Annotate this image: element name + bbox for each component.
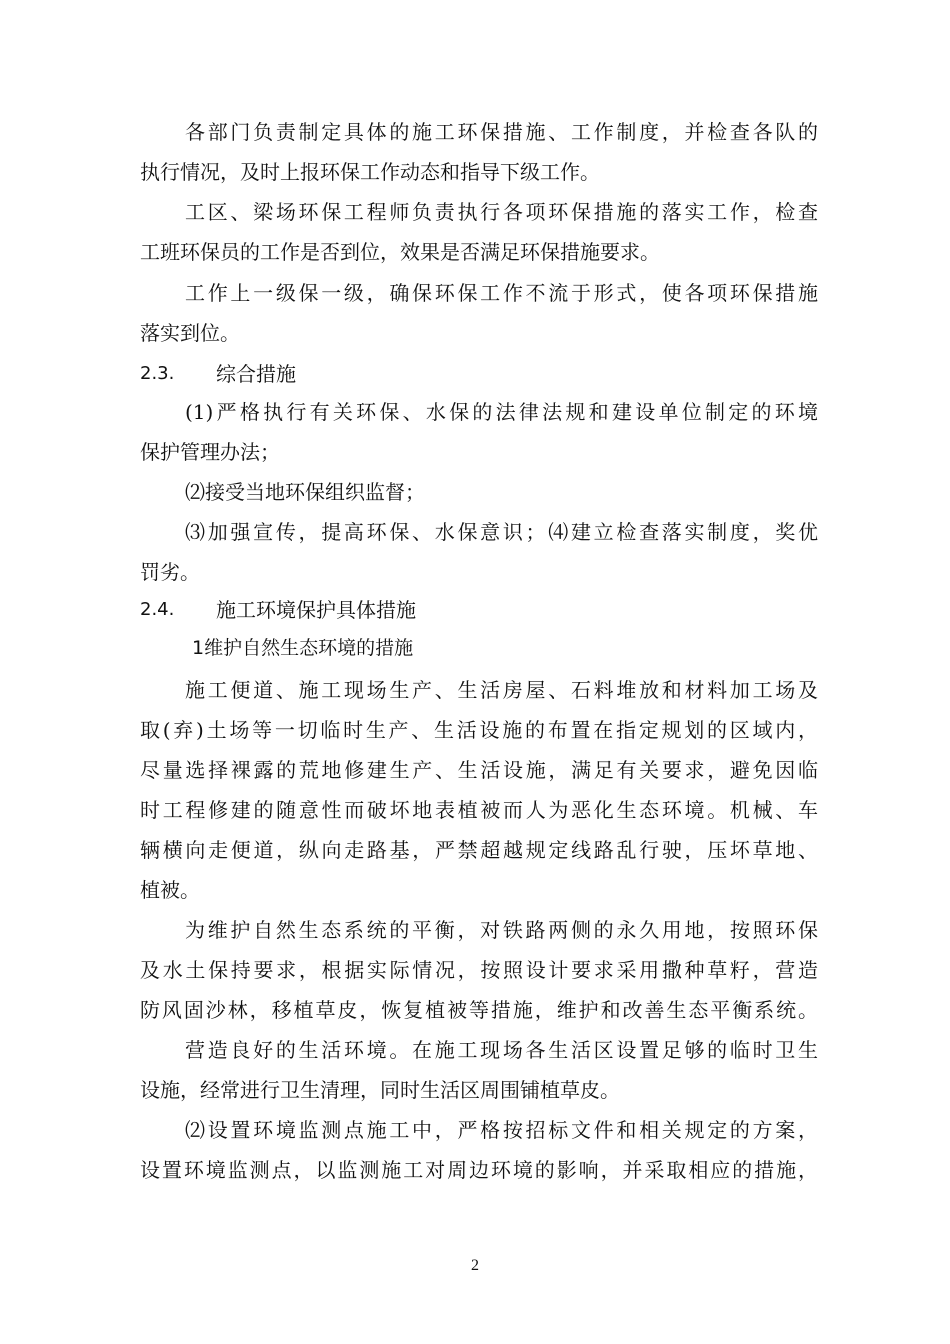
ecology-paragraph-line-3: 尽量选择裸露的荒地修建生产、生活设施，满足有关要求，避免因临 <box>140 758 818 782</box>
section-2-4-number: 2.4. <box>140 599 175 620</box>
paragraph-3-line-1: 工作上一级保一级，确保环保工作不流于形式，使各项环保措施 <box>185 281 818 305</box>
balance-paragraph-line-1: 为维护自然生态系统的平衡，对铁路两侧的永久用地，按照环保 <box>185 918 818 942</box>
section-2-4-title: 施工环境保护具体措施 <box>216 598 416 622</box>
ecology-paragraph-line-2: 取(弃)土场等一切临时生产、生活设施的布置在指定规划的区域内， <box>140 718 818 742</box>
paragraph-1-line-1: 各部门负责制定具体的施工环保措施、工作制度，并检查各队的 <box>185 120 818 144</box>
balance-paragraph-line-3: 防风固沙林，移植草皮，恢复植被等措施，维护和改善生态平衡系统。 <box>140 998 818 1022</box>
measure-2: ⑵接受当地环保组织监督； <box>185 480 425 504</box>
monitoring-paragraph-line-1: ⑵设置环境监测点施工中，严格按招标文件和相关规定的方案， <box>185 1118 818 1142</box>
paragraph-1-line-2: 执行情况，及时上报环保工作动态和指导下级工作。 <box>140 160 600 184</box>
measure-3-line-1: ⑶加强宣传，提高环保、水保意识；⑷建立检查落实制度，奖优 <box>185 520 818 544</box>
ecology-paragraph-line-1: 施工便道、施工现场生产、生活房屋、石料堆放和材料加工场及 <box>185 678 818 702</box>
measure-1-line-2: 保护管理办法； <box>140 440 280 464</box>
monitoring-paragraph-line-2: 设置环境监测点，以监测施工对周边环境的影响，并采取相应的措施， <box>140 1158 818 1182</box>
measure-1-line-1: (1)严格执行有关环保、水保的法律法规和建设单位制定的环境 <box>185 400 818 424</box>
paragraph-2-line-1: 工区、梁场环保工程师负责执行各项环保措施的落实工作，检查 <box>185 200 818 224</box>
balance-paragraph-line-2: 及水土保持要求，根据实际情况，按照设计要求采用撒种草籽，营造 <box>140 958 818 982</box>
section-2-3-title: 综合措施 <box>216 362 296 386</box>
ecology-paragraph-line-5: 辆横向走便道，纵向走路基，严禁超越规定线路乱行驶，压坏草地、 <box>140 838 818 862</box>
subsection-title: 1维护自然生态环境的措施 <box>192 637 414 659</box>
living-paragraph-line-1: 营造良好的生活环境。在施工现场各生活区设置足够的临时卫生 <box>185 1038 818 1062</box>
measure-3-line-2: 罚劣。 <box>140 560 200 584</box>
paragraph-2-line-2: 工班环保员的工作是否到位，效果是否满足环保措施要求。 <box>140 240 660 264</box>
section-2-3-number: 2.3. <box>140 363 175 384</box>
ecology-paragraph-line-4: 时工程修建的随意性而破坏地表植被而人为恶化生态环境。机械、车 <box>140 798 818 822</box>
page-number: 2 <box>471 1257 479 1274</box>
ecology-paragraph-line-6: 植被。 <box>140 878 200 902</box>
living-paragraph-line-2: 设施，经常进行卫生清理，同时生活区周围铺植草皮。 <box>140 1078 620 1102</box>
paragraph-3-line-2: 落实到位。 <box>140 321 240 345</box>
